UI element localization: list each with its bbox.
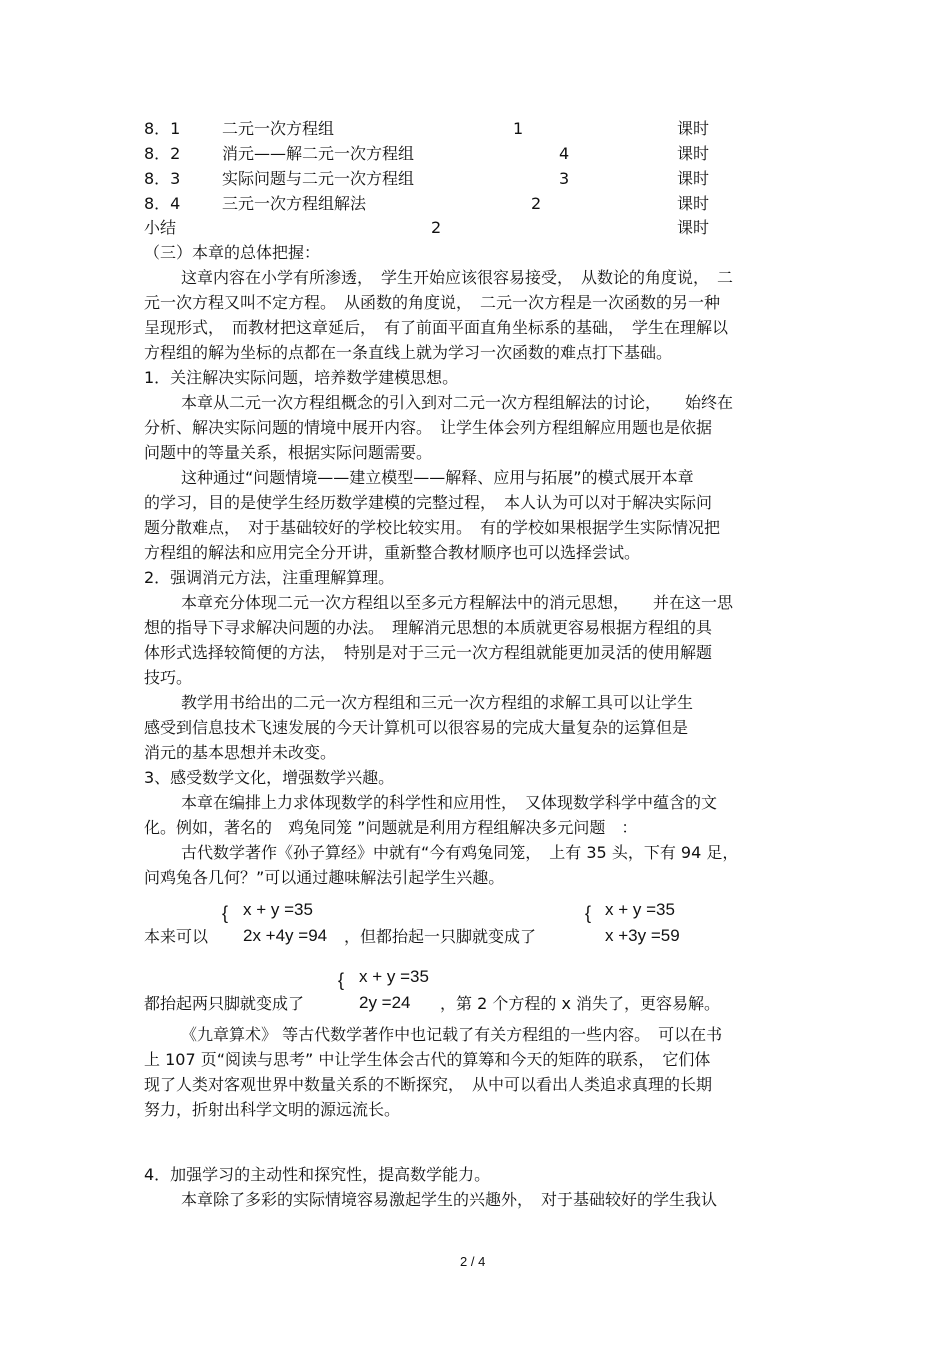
brace-symbol: { (222, 903, 229, 923)
paragraph-line: 努力，折射出科学文明的源远流长。 (144, 1100, 401, 1119)
schedule-hours: 2 (431, 218, 442, 237)
schedule-num: 小结 (144, 218, 177, 237)
schedule-unit: 课时 (677, 119, 710, 138)
point-heading: 1．关注解决实际问题，培养数学建模思想。 (144, 368, 459, 387)
point-heading: 4．加强学习的主动性和探究性，提高数学能力。 (144, 1165, 491, 1184)
schedule-num: 8．4 (144, 194, 181, 213)
paragraph-line: 问题中的等量关系，根据实际问题需要。 (144, 443, 433, 462)
paragraph-line: 化。例如，著名的 鸡兔同笼 ”问题就是利用方程组解决多元问题 ： (144, 818, 638, 837)
paragraph-line: 本章从二元一次方程组概念的引入到对二元一次方程组解法的讨论， 始终在 (181, 393, 734, 412)
schedule-unit: 课时 (677, 218, 710, 237)
equation-prefix: 本来可以 (144, 927, 209, 946)
point-heading: 2．强调消元方法，注重理解算理。 (144, 568, 395, 587)
brace-symbol: { (585, 903, 592, 923)
paragraph-line: 方程组的解为坐标的点都在一条直线上就为学习一次函数的难点打下基础。 (144, 343, 673, 362)
section-heading: （三）本章的总体把握： (144, 243, 321, 262)
schedule-title: 三元一次方程组解法 (222, 194, 367, 213)
schedule-unit: 课时 (677, 144, 710, 163)
paragraph-line: 想的指导下寻求解决问题的办法。 理解消元思想的本质就更容易根据方程组的具 (144, 618, 713, 637)
paragraph-line: 本章除了多彩的实际情境容易激起学生的兴趣外， 对于基础较好的学生我认 (181, 1190, 718, 1209)
paragraph-line: 本章充分体现二元一次方程组以至多元方程解法中的消元思想， 并在这一思 (181, 593, 734, 612)
schedule-hours: 2 (531, 194, 542, 213)
schedule-title: 消元——解二元一次方程组 (222, 144, 415, 163)
paragraph-line: 这章内容在小学有所渗透， 学生开始应该很容易接受， 从数论的角度说， 二 (181, 268, 734, 287)
schedule-num: 8．1 (144, 119, 181, 138)
equation-connector: ，但都抬起一只脚就变成了 (344, 927, 537, 946)
paragraph-line: 方程组的解法和应用完全分开讲，重新整合教材顺序也可以选择尝试。 (144, 543, 641, 562)
paragraph-line: 上 107 页“阅读与思考” 中让学生体会古代的算筹和今天的矩阵的联系， 它们体 (144, 1050, 711, 1069)
paragraph-line: 分析、解决实际问题的情境中展开内容。 让学生体会列方程组解应用题也是依据 (144, 418, 713, 437)
paragraph-line: 呈现形式， 而教材把这章延后， 有了前面平面直角坐标系的基础， 学生在理解以 (144, 318, 729, 337)
schedule-title: 二元一次方程组 (222, 119, 335, 138)
equation-line: x +3y =59 (605, 926, 680, 945)
paragraph-line: 本章在编排上力求体现数学的科学性和应用性， 又体现数学科学中蕴含的文 (181, 793, 718, 812)
paragraph-line: 元一次方程又叫不定方程。 从函数的角度说， 二元一次方程是一次函数的另一种 (144, 293, 721, 312)
schedule-title: 实际问题与二元一次方程组 (222, 169, 415, 188)
paragraph-line: 感受到信息技术飞速发展的今天计算机可以很容易的完成大量复杂的运算但是 (144, 718, 689, 737)
paragraph-line: 教学用书给出的二元一次方程组和三元一次方程组的求解工具可以让学生 (181, 693, 694, 712)
paragraph-line: 古代数学著作《孙子算经》中就有“今有鸡兔同笼， 上有 35 头，下有 94 足， (181, 843, 739, 862)
paragraph-line: 的学习，目的是使学生经历数学建模的完整过程， 本人认为可以对于解决实际问 (144, 493, 713, 512)
schedule-num: 8．3 (144, 169, 181, 188)
equation-line: 2y =24 (359, 993, 411, 1012)
equation-prefix: 都抬起两只脚就变成了 (144, 994, 305, 1013)
point-heading: 3、感受数学文化，增强数学兴趣。 (144, 768, 395, 787)
schedule-hours: 3 (559, 169, 570, 188)
paragraph-line: 《九章算术》 等古代数学著作中也记载了有关方程组的一些内容。 可以在书 (181, 1025, 723, 1044)
brace-symbol: { (338, 970, 345, 990)
equation-line: x + y =35 (605, 900, 675, 919)
equation-line: x + y =35 (359, 967, 429, 986)
paragraph-line: 现了人类对客观世界中数量关系的不断探究， 从中可以看出人类追求真理的长期 (144, 1075, 713, 1094)
schedule-hours: 1 (513, 119, 524, 138)
paragraph-line: 题分散难点， 对于基础较好的学校比较实用。 有的学校如果根据学生实际情况把 (144, 518, 721, 537)
schedule-unit: 课时 (677, 194, 710, 213)
paragraph-line: 这种通过“问题情境——建立模型——解释、应用与拓展”的模式展开本章 (181, 468, 694, 487)
paragraph-line: 问鸡兔各几何？”可以通过趣味解法引起学生兴趣。 (144, 868, 505, 887)
paragraph-line: 体形式选择较简便的方法， 特别是对于三元一次方程组就能更加灵活的使用解题 (144, 643, 713, 662)
paragraph-line: 消元的基本思想并未改变。 (144, 743, 337, 762)
schedule-num: 8．2 (144, 144, 181, 163)
schedule-hours: 4 (559, 144, 570, 163)
equation-line: x + y =35 (243, 900, 313, 919)
schedule-unit: 课时 (677, 169, 710, 188)
equation-line: 2x +4y =94 (243, 926, 328, 945)
page-number: 2 / 4 (460, 1254, 486, 1269)
paragraph-line: 技巧。 (144, 668, 193, 687)
equation-suffix: ，第 2 个方程的 x 消失了，更容易解。 (440, 994, 720, 1013)
